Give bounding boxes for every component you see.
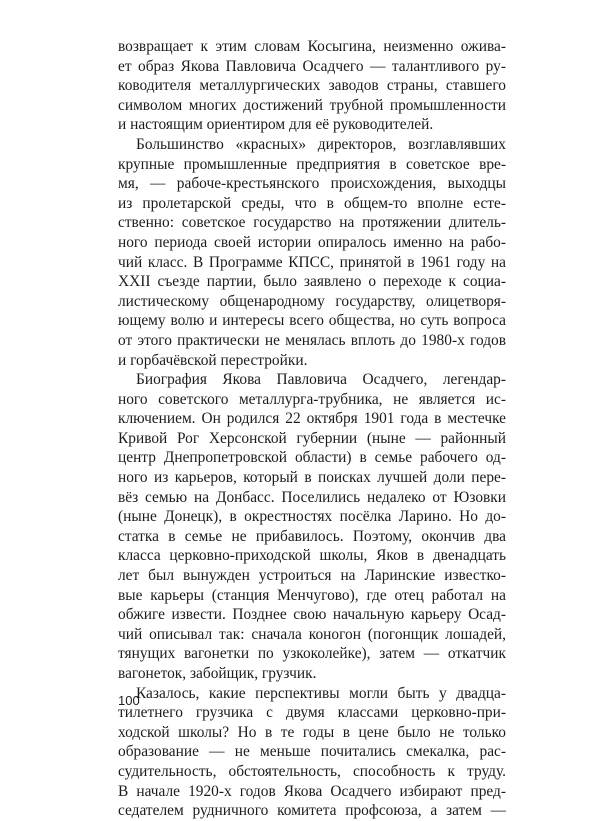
text-line: тянущих вагонетки по узкоколейке), затем — откатчик [118,645,506,663]
text-line: Казалось, какие перспективы могли быть у двадца- [136,684,506,702]
text-line: вагонеток, забойщик, грузчик. [118,665,317,682]
text-line: ного периода своей истории опиралось именно на рабо- [118,233,506,251]
paragraph [118,370,506,684]
text-line: Кривой Рог Херсонской губернии (ныне — районный [118,429,506,447]
text-line: чий класс. В Программе КПСС, принятой в 1961 году на [118,253,506,271]
text-line: из пролетарской среды, что в общем-то вполне есте- [118,194,506,212]
text-line: крупные промышленные предприятия в советское вре- [118,155,506,173]
page-number: 100 [118,693,140,708]
text-line: мя, — рабоче-крестьянского происхождения, выходцы [118,175,506,193]
text-line: листическому общенародному государству, олицетворя- [118,292,506,310]
text-line: ного из карьеров, который в поисках лучшей доли пере- [118,469,506,487]
text-line: статка в семье не прибавилось. Поэтому, окончив два [118,527,506,545]
text-line: ного советского металлурга-трубника, не является ис- [118,390,506,408]
text-line: вёз семью на Донбасс. Поселились недалеко от Юзовки [118,488,506,506]
text-line: и настоящим ориентиром для её руководителей. [118,116,434,134]
body-text [118,37,506,821]
paragraph [118,37,506,135]
text-line: и горбачёвской перестройки. [118,351,308,369]
text-line: ет образ Якова Павловича Осадчего — талантливого ру- [118,57,506,75]
text-line: класса церковно-приходской школы, Яков в двенадцать [118,547,506,565]
text-line: чий описывал так: сначала коногон (погонщик лошадей, [118,625,506,643]
text-line: вые карьеры (станция Менчугово), где отец работал на [118,586,506,604]
text-line: ководителя металлургических заводов страны, ставшего [118,77,506,95]
text-line: центр Днепропетровской области) в семье рабочего од- [118,449,506,467]
text-line: от этого практически не менялась вплоть до 1980-х годов [118,331,506,349]
paragraph [118,684,506,821]
text-line: ственно: советское государство на протяжении длитель- [118,214,506,232]
text-line: ходской школы? Но в те годы в цене было не только [118,723,506,741]
text-line: обжиге извести. Позднее свою начальную карьеру Осад- [118,606,506,624]
text-line: символом многих достижений трубной промышленности [118,96,506,114]
text-line: тилетнего грузчика с двумя классами церковно-при- [118,704,506,722]
paragraph [118,135,506,370]
text-line: (ныне Донецк), в окрестностях посёлка Ларино. Но до- [118,508,506,526]
text-line: В начале 1920-х годов Якова Осадчего избирают пред- [118,782,506,800]
text-line: образование — не меньше почитались смекалка, рас- [118,743,506,761]
text-line: Биография Якова Павловича Осадчего, легендар- [136,371,506,389]
text-line: судительность, обстоятельность, способность к труду. [118,762,506,780]
text-line: седателем рудничного комитета профсоюза, а затем — [118,802,506,820]
text-line: ющему волю и интересы всего общества, но суть вопроса [118,312,506,330]
text-line: Большинство «красных» директоров, возглавлявших [136,135,506,153]
text-line: возвращает к этим словам Косыгина, неизменно ожива- [118,38,506,55]
text-line: ключением. Он родился 22 октября 1901 года в местечке [118,410,506,428]
text-line: лет был вынужден устроиться на Ларинские известко- [118,567,506,585]
text-line: XXII съезде партии, было заявлено о переходе к социа- [118,273,506,291]
